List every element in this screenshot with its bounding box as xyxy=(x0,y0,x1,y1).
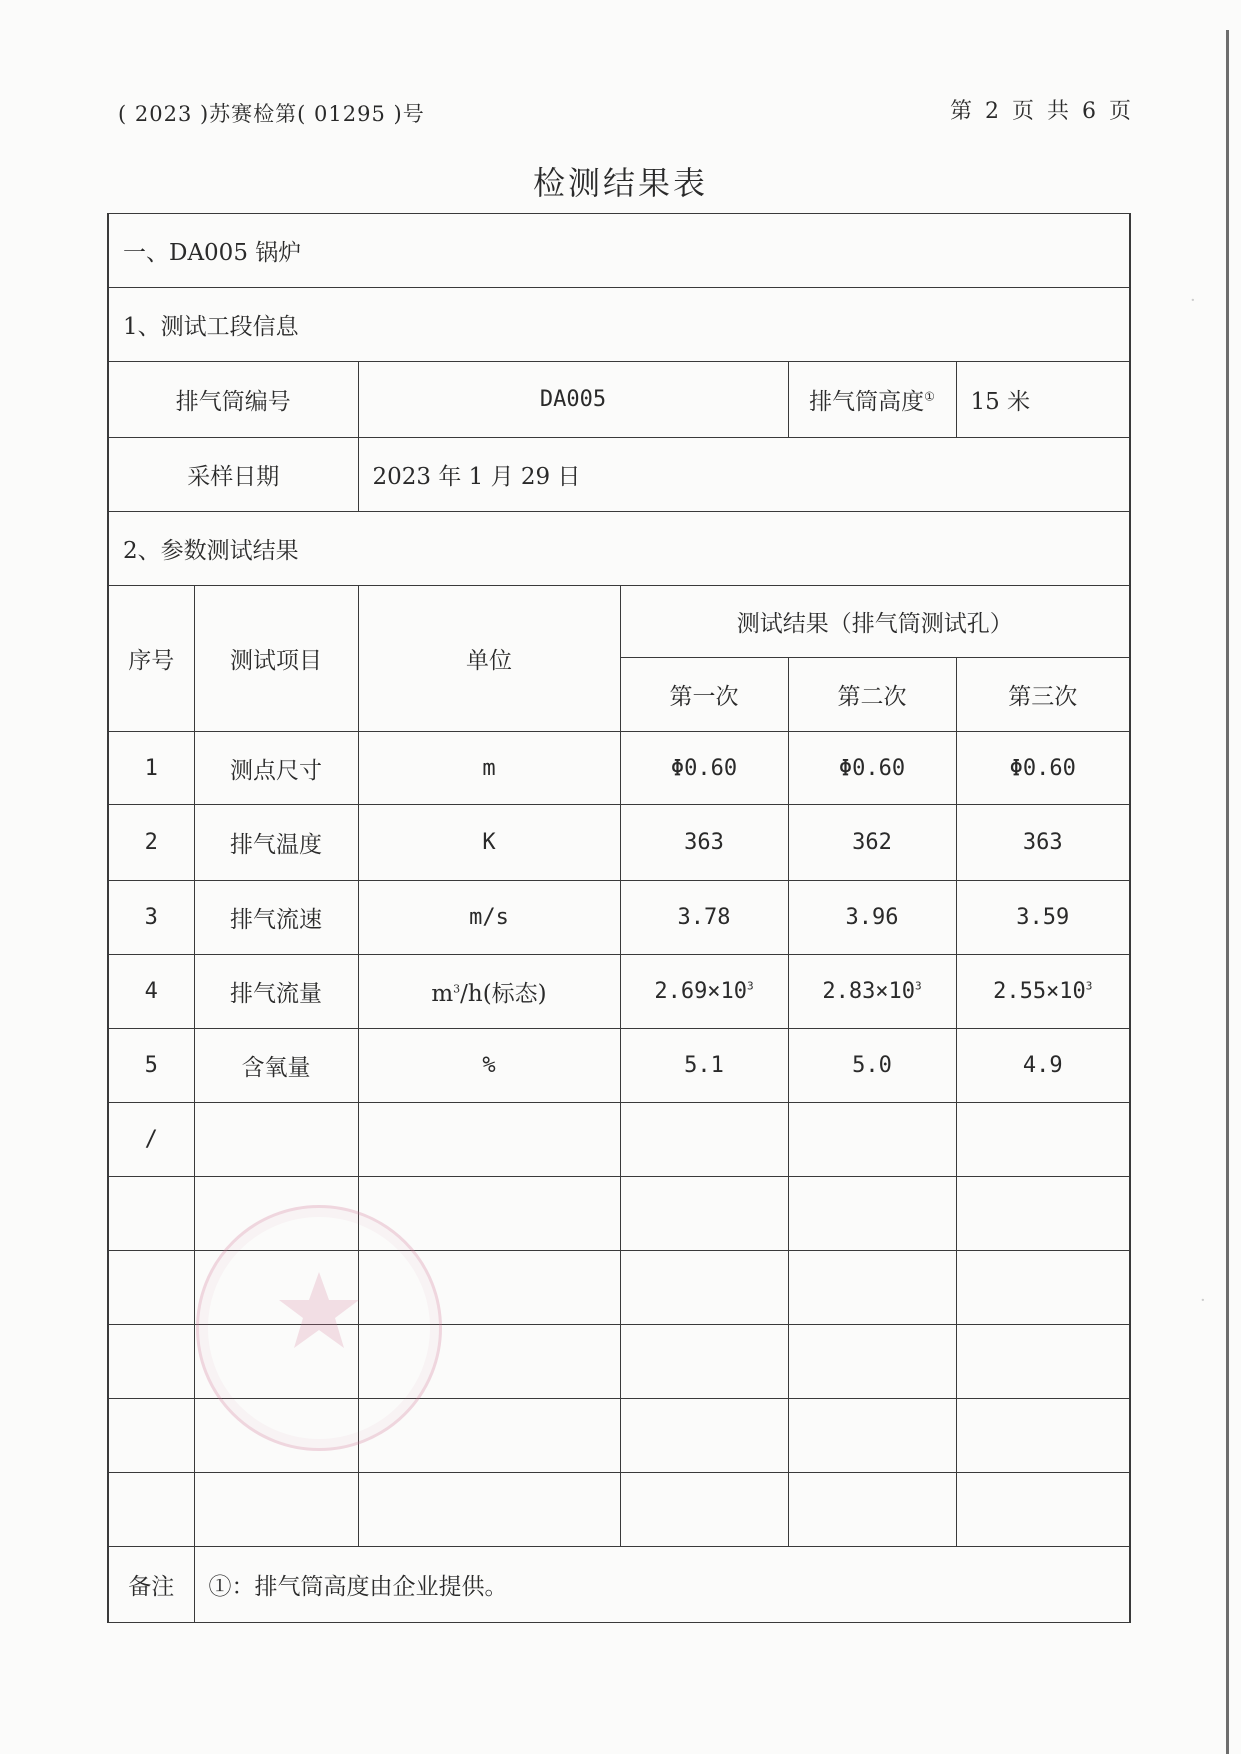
header-result-group: 测试结果（排气筒测试孔） xyxy=(620,586,1130,658)
table-row xyxy=(108,732,1130,805)
row-unit xyxy=(358,1103,620,1177)
empty-cell xyxy=(956,1251,1130,1325)
row-seq: 4 xyxy=(108,955,194,1029)
row-unit: K xyxy=(358,805,620,881)
empty-cell xyxy=(194,1473,358,1547)
empty-cell xyxy=(788,1251,956,1325)
empty-cell xyxy=(788,1399,956,1473)
table-row xyxy=(108,1029,1130,1103)
row-result-3 xyxy=(956,1103,1130,1177)
subsection-title: 2、参数测试结果 xyxy=(108,512,1130,586)
row-unit: m xyxy=(358,732,620,805)
empty-cell xyxy=(956,1399,1130,1473)
section-row xyxy=(108,214,1130,288)
row-result-1: 3.78 xyxy=(620,881,788,955)
row-item: 含氧量 xyxy=(194,1029,358,1103)
row-result-2: Φ0.60 xyxy=(788,732,956,805)
empty-cell xyxy=(620,1251,788,1325)
row-seq: 2 xyxy=(108,805,194,881)
row-result-3: 3.59 xyxy=(956,881,1130,955)
row-result-1: 5.1 xyxy=(620,1029,788,1103)
row-result-1: $2.69\times 10^3$ xyxy=(620,955,788,1029)
row-result-3: 4.9 xyxy=(956,1029,1130,1103)
page-title: 检测结果表 xyxy=(532,164,708,202)
row-result-2: $2.83\times 10^3$ xyxy=(788,955,956,1029)
section-title: 一、DA005 锅炉 xyxy=(108,214,1130,288)
row-item: 测点尺寸 xyxy=(194,732,358,805)
empty-cell xyxy=(788,1325,956,1399)
empty-cell xyxy=(620,1325,788,1399)
row-result-1: 363 xyxy=(620,805,788,881)
row-item: 排气流速 xyxy=(194,881,358,955)
subsection-title: 1、测试工段信息 xyxy=(108,288,1130,362)
header-seq: 序号 xyxy=(108,586,194,732)
stack-info-row xyxy=(108,362,1130,438)
scan-page-edge xyxy=(1226,30,1229,1754)
row-seq: 5 xyxy=(108,1029,194,1103)
empty-cell xyxy=(108,1473,194,1547)
stack-no-label: 排气筒编号 xyxy=(108,362,358,438)
table-row xyxy=(108,1103,1130,1177)
faint-seal-stamp xyxy=(196,1205,442,1451)
stack-height-label: 排气筒高度① xyxy=(788,362,956,438)
empty-cell xyxy=(620,1177,788,1251)
row-item xyxy=(194,1103,358,1177)
row-result-3: 363 xyxy=(956,805,1130,881)
header-item: 测试项目 xyxy=(194,586,358,732)
scan-speck: · xyxy=(1200,1290,1206,1311)
row-result-2: 3.96 xyxy=(788,881,956,955)
row-result-3: Φ0.60 xyxy=(956,732,1130,805)
empty-cell xyxy=(956,1177,1130,1251)
empty-cell xyxy=(788,1473,956,1547)
header-third: 第三次 xyxy=(956,658,1130,732)
remarks-label: 备注 xyxy=(108,1547,194,1623)
row-result-2 xyxy=(788,1103,956,1177)
table-row xyxy=(108,881,1130,955)
section-row xyxy=(108,512,1130,586)
empty-cell xyxy=(956,1473,1130,1547)
scan-speck: · xyxy=(1190,290,1196,311)
remarks-row xyxy=(108,1547,1130,1623)
row-result-1 xyxy=(620,1103,788,1177)
empty-cell xyxy=(788,1177,956,1251)
empty-cell xyxy=(358,1473,620,1547)
header-first: 第一次 xyxy=(620,658,788,732)
empty-cell xyxy=(956,1325,1130,1399)
row-seq: 1 xyxy=(108,732,194,805)
row-result-2: 362 xyxy=(788,805,956,881)
stack-height-value: 15 米 xyxy=(956,362,1130,438)
table-row xyxy=(108,955,1130,1029)
row-seq: / xyxy=(108,1103,194,1177)
empty-cell xyxy=(620,1473,788,1547)
empty-cell xyxy=(108,1325,194,1399)
empty-cell xyxy=(108,1399,194,1473)
seal-star-icon xyxy=(277,1268,361,1352)
section-row xyxy=(108,288,1130,362)
sampling-date-value: 2023 年 1 月 29 日 xyxy=(358,438,1130,512)
row-item: 排气流量 xyxy=(194,955,358,1029)
empty-cell xyxy=(108,1177,194,1251)
row-unit: m/s xyxy=(358,881,620,955)
row-result-3: $2.55\times 10^3$ xyxy=(956,955,1130,1029)
row-seq: 3 xyxy=(108,881,194,955)
header-second: 第二次 xyxy=(788,658,956,732)
empty-cell xyxy=(620,1399,788,1473)
row-unit: $m^3/h$(标态) xyxy=(358,955,620,1029)
sampling-date-label: 采样日期 xyxy=(108,438,358,512)
header-unit: 单位 xyxy=(358,586,620,732)
row-result-1: Φ0.60 xyxy=(620,732,788,805)
report-number: ( 2023 )苏赛检第( 01295 )号 xyxy=(118,102,425,126)
table-row xyxy=(108,805,1130,881)
sampling-date-row xyxy=(108,438,1130,512)
row-result-2: 5.0 xyxy=(788,1029,956,1103)
table-header-row xyxy=(108,586,1130,658)
empty-cell xyxy=(108,1251,194,1325)
stack-no-value: DA005 xyxy=(358,362,788,438)
empty-row xyxy=(108,1473,1130,1547)
row-unit: % xyxy=(358,1029,620,1103)
row-item: 排气温度 xyxy=(194,805,358,881)
page-info: 第 2 页 共 6 页 xyxy=(950,99,1134,124)
remarks-text: ①：排气筒高度由企业提供。 xyxy=(194,1547,1130,1623)
